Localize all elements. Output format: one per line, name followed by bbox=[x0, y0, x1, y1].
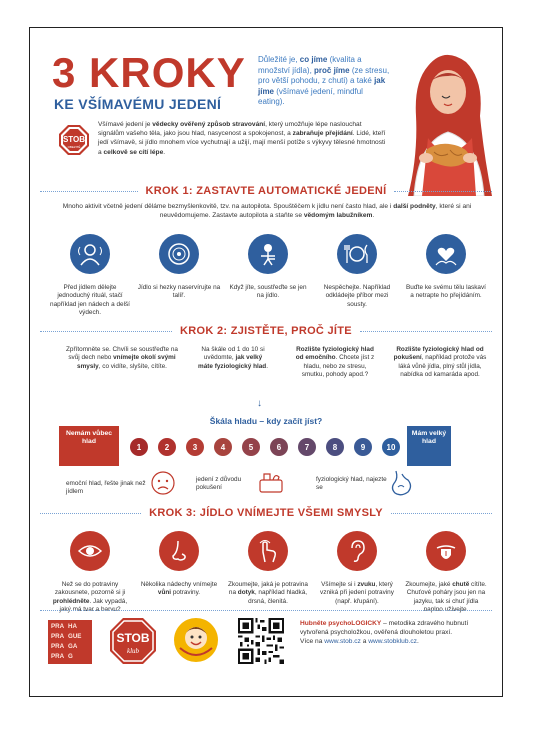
footer-divider bbox=[40, 610, 492, 611]
poster bbox=[29, 27, 503, 697]
tip-item bbox=[48, 234, 132, 318]
sense-item bbox=[226, 531, 310, 615]
scale-step: 3 bbox=[186, 438, 204, 456]
sitting-person-icon bbox=[248, 234, 288, 274]
scale-step: 7 bbox=[298, 438, 316, 456]
stob-paragraph: Všímavé jedení je vědecky ověřený způsob stravování, který umožňuje lépe naslouchat signálům vašeho těla, jako jsou hlad, nasycenost a spokojenost, a zabraňuje přejídání. Lidé, kteří jedí všímavě, si jídlo mnohem více vychutnají a užijí, mají menší potíže s výkyvy tělesné hmotnosti a celkově se cítí lépe. bbox=[98, 121, 386, 156]
eye-icon bbox=[70, 531, 110, 571]
stomach-icon bbox=[386, 468, 416, 498]
krok1-heading: KROK 1: ZASTAVTE AUTOMATICKÉ JEDENÍ bbox=[40, 184, 492, 198]
page-title: 3 KROKY bbox=[52, 49, 246, 96]
hunger-scale bbox=[130, 438, 400, 456]
stob-badge-label: STOB bbox=[62, 135, 86, 144]
physiological-hunger-caption: fyziologický hlad, najezte se bbox=[316, 476, 387, 492]
tongue-icon bbox=[426, 531, 466, 571]
nose-icon bbox=[159, 531, 199, 571]
heart-hands-icon bbox=[426, 234, 466, 274]
krok2-step-3: Rozlište fyziologický hlad od emočního. Chcete jíst z hladu, nebo ze stresu, smutku, pohody apod.? bbox=[295, 346, 375, 379]
tip-caption: Před jídlem dělejte jednoduchý rituál, stačí například jen nádech a delší výdech. bbox=[50, 284, 130, 317]
krok1-tips bbox=[48, 234, 488, 318]
krok2-step-1: Zpřítomněte se. Chvíli se soustřeďte na svůj dech nebo vnímejte okolí svými smysly, co vidíte, slyšíte, cítíte. bbox=[66, 346, 178, 370]
cutlery-icon bbox=[337, 234, 377, 274]
tip-caption: Když jíte, soustřeďte se jen na jídlo. bbox=[229, 284, 307, 300]
stob-logo-label: STOB bbox=[116, 631, 150, 645]
scale-step: 9 bbox=[354, 438, 372, 456]
emotional-hunger-caption: emoční hlad, řešte jinak než jídlem bbox=[66, 480, 146, 496]
plate-icon bbox=[159, 234, 199, 274]
breathing-person-icon bbox=[70, 234, 110, 274]
scale-step: 6 bbox=[270, 438, 288, 456]
tip-item bbox=[404, 234, 488, 318]
intro-text: Důležité je, co jíme (kvalita a množství jídla), proč jíme (ze stresu, pro větší pohodu, z chuti) a také jak jíme (všímavé jedení, mindful eating). bbox=[258, 55, 390, 106]
stob-badge-icon bbox=[58, 124, 90, 156]
tip-item bbox=[226, 234, 310, 318]
hand-touch-icon bbox=[248, 531, 288, 571]
no-hunger-label: Nemám vůbec hlad bbox=[59, 426, 119, 466]
sense-item bbox=[315, 531, 399, 615]
sense-caption: Než se do potraviny zakousnete, pozorně si ji prohlédněte. Jak vypadá, jaký má tvar a barvu? bbox=[52, 581, 128, 614]
temptation-caption: jedení z důvodu pokušení bbox=[196, 476, 242, 492]
hunger-scale-title: Škála hladu – kdy začít jíst? bbox=[209, 416, 323, 426]
scale-step: 2 bbox=[158, 438, 176, 456]
sense-item bbox=[48, 531, 132, 615]
kids-program-logo bbox=[172, 616, 220, 664]
page-subtitle: KE VŠÍMAVÉMU JEDENÍ bbox=[54, 96, 222, 112]
tip-item bbox=[315, 234, 399, 318]
stob-logo-sub: klub bbox=[126, 647, 140, 655]
tip-item bbox=[137, 234, 221, 318]
scale-step: 4 bbox=[214, 438, 232, 456]
arrow-down-icon: ↓ bbox=[257, 398, 262, 409]
tip-caption: Nespěchejte. Například odkládejte příbor mezi sousty. bbox=[323, 284, 391, 308]
stob-badge-sub: OBEZITĚ bbox=[67, 145, 81, 149]
footer-text: Hubněte psychoLOGICKY – metodika zdravého hubnutí vytvořená psycholožkou, ověřená dlouholetou praxí. Více na www.stob.cz a www.stobklub.cz. bbox=[300, 620, 469, 646]
krok2-step-4: Rozlište fyziologický hlad od pokušení, například protože vás láká vůně jídla, plný stůl jídla, nabídka od kamaráda apod. bbox=[393, 346, 487, 379]
scale-step: 5 bbox=[242, 438, 260, 456]
sense-item bbox=[137, 531, 221, 615]
sense-caption: Zkoumejte, jaké chutě cítíte. Chuťové poháry jsou jen na jazyku, tak si chuť jídla naplno užívejte. bbox=[405, 581, 487, 614]
stob-link[interactable]: www.stob.cz bbox=[324, 638, 361, 646]
scale-step: 1 bbox=[130, 438, 148, 456]
scale-step: 10 bbox=[382, 438, 400, 456]
stob-klub-logo bbox=[108, 616, 158, 666]
krok2-heading: KROK 2: ZJISTĚTE, PROČ JÍTE bbox=[40, 324, 492, 338]
brand-name: Hubněte psychoLOGICKY bbox=[300, 620, 382, 627]
krok1-text: Mnoho aktivit včetně jedení děláme bezmyšlenkovitě, tzv. na autopilota. Spouštěčem k jídlu není často hlad, ale i další podněty, které si ani neuvědomujeme. Zastavte autopilota a staňte se vědomým labužníkem. bbox=[62, 203, 472, 219]
scale-step: 8 bbox=[326, 438, 344, 456]
sense-caption: Zkoumejte, jaká je potravina na dotyk, například hladká, drsná, členitá. bbox=[228, 581, 308, 605]
krok3-heading: KROK 3: JÍDLO VNÍMEJTE VŠEMI SMYSLY bbox=[40, 506, 492, 520]
sense-item bbox=[404, 531, 488, 615]
woman-eating-illustration bbox=[388, 46, 500, 196]
tip-caption: Jídlo si hezky naservírujte na talíř. bbox=[137, 284, 221, 300]
sense-caption: Několika nádechy vnímejte vůni potraviny. bbox=[140, 581, 218, 597]
big-hunger-label: Mám velký hlad bbox=[407, 426, 451, 466]
krok3-senses bbox=[48, 531, 488, 615]
food-tray-icon bbox=[256, 468, 286, 498]
sense-caption: Všímejte si i zvuku, který vzniká při jedení potraviny (např. křupání). bbox=[320, 581, 394, 605]
stobklub-link[interactable]: www.stobklub.cz bbox=[368, 638, 417, 646]
ear-icon bbox=[337, 531, 377, 571]
tip-caption: Buďte ke svému tělu laskaví a netrapte ho přejídáním. bbox=[406, 284, 486, 300]
krok2-step-2: Na škále od 1 do 10 si uvědomte, jak velký máte fyziologický hlad. bbox=[198, 346, 268, 370]
sad-face-icon bbox=[148, 468, 178, 498]
qr-code bbox=[238, 618, 284, 664]
praha-logo: PRA HA PRA GUE PRA GA PRA G bbox=[48, 620, 92, 664]
